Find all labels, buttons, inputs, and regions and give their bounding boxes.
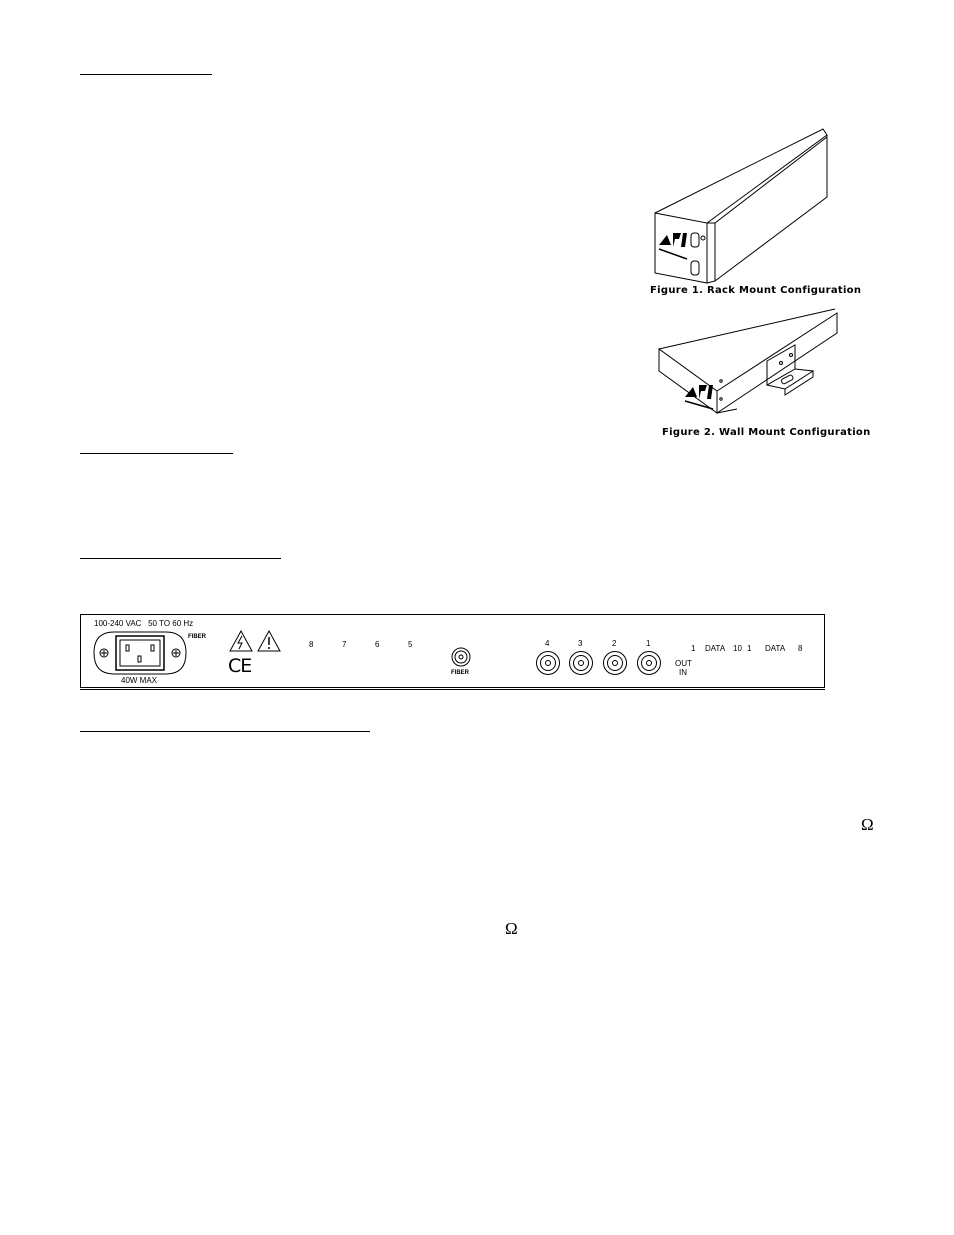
power-inlet — [92, 630, 188, 676]
figure-1-caption: Figure 1. Rack Mount Configuration — [650, 285, 862, 296]
data-label-a: DATA — [705, 644, 726, 653]
bnc-label-4: 4 — [545, 639, 550, 648]
screw-icon — [100, 649, 108, 657]
wall-mount-illustration — [655, 305, 850, 427]
bnc-label-1: 1 — [646, 639, 651, 648]
data-start-label: 1 — [691, 644, 696, 653]
in-label: IN — [679, 668, 687, 677]
afi-logo-icon — [685, 385, 713, 409]
figure-2-caption: Figure 2. Wall Mount Configuration — [662, 427, 871, 438]
section-heading-rule-2 — [80, 453, 233, 454]
bnc-connector-3 — [568, 650, 594, 676]
afi-logo-icon — [659, 233, 687, 259]
high-voltage-warning-icon — [229, 630, 253, 652]
bnc-label-2: 2 — [612, 639, 617, 648]
bnc-connector-2 — [602, 650, 628, 676]
channel-label-8: 8 — [309, 640, 314, 649]
section-heading-rule-1 — [80, 74, 212, 75]
rear-panel-base-line — [80, 689, 825, 690]
channel-label-6: 6 — [375, 640, 380, 649]
channel-label-5: 5 — [408, 640, 413, 649]
rack-mount-illustration — [645, 125, 845, 285]
fiber-connector — [450, 646, 472, 668]
power-max-label: 40W MAX — [121, 676, 158, 685]
section-heading-rule-3 — [80, 558, 281, 559]
channel-label-7: 7 — [342, 640, 347, 649]
fiber-connector-label: FIBER — [451, 670, 469, 676]
data-end-label: 8 — [798, 644, 803, 653]
ce-mark: CE — [228, 655, 252, 677]
power-rating-label: 100-240 VAC 50 TO 60 Hz — [94, 619, 194, 628]
omega-symbol-2: Ω — [505, 919, 518, 938]
omega-symbol-1: Ω — [861, 815, 874, 834]
out-label: OUT — [675, 659, 692, 668]
data-mid-label-a: 10 — [733, 644, 742, 653]
data-mid-label-b: 1 — [747, 644, 752, 653]
screw-icon — [172, 649, 180, 657]
bnc-connector-4 — [535, 650, 561, 676]
section-heading-rule-4 — [80, 731, 370, 732]
bnc-label-3: 3 — [578, 639, 583, 648]
caution-warning-icon — [257, 630, 281, 652]
data-label-b: DATA — [765, 644, 786, 653]
fiber-label-left: FIBER — [188, 634, 206, 640]
bnc-connector-1 — [636, 650, 662, 676]
